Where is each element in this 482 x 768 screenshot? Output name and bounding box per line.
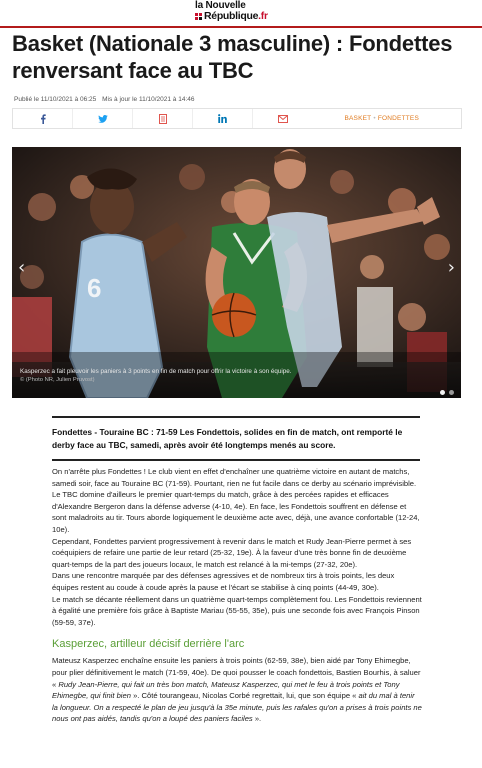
logo-mark-icon bbox=[195, 13, 202, 20]
share-print-button[interactable] bbox=[133, 109, 193, 128]
share-linkedin-button[interactable] bbox=[193, 109, 253, 128]
quote-coach-fondettes: Rudy Jean-Pierre, qui fait un très bon match, Mateusz Kasperzec, qui met le feu à trois points et Tony Ehimegbe, qui finit bien bbox=[52, 679, 400, 701]
quote-coach-tbc: ait du mal à tenir la longueur. On a respecté le plan de jeu jusqu'à la 35e minute, puis les rafales qu'on a prises à trois points ne nous ont pas aidés, tandis qu'on a loupé des paniers faciles bbox=[52, 691, 422, 724]
article-title: Basket (Nationale 3 masculine) : Fondettes renversant face au TBC bbox=[12, 31, 453, 83]
photo-caption bbox=[20, 367, 292, 385]
article-body bbox=[52, 466, 422, 725]
tag-fondettes[interactable]: FONDETTES bbox=[377, 115, 419, 122]
print-icon bbox=[159, 114, 167, 124]
svg-text:6: 6 bbox=[87, 273, 102, 303]
paragraph-text: ». bbox=[252, 714, 262, 724]
article-meta bbox=[14, 96, 195, 103]
article-paragraph: On n'arrête plus Fondettes ! Le club vient en effet d'enchaîner une quatrième victoire en autant de matchs, samedi soir, face au Touraine BC (71-59). Pourtant, rien ne fut facile dans ce derby au scénario imprévisible. bbox=[52, 467, 417, 488]
linkedin-icon bbox=[218, 114, 227, 123]
photo-credit: © (Photo NR, Julien Pruvost) bbox=[20, 377, 95, 383]
email-icon bbox=[278, 115, 288, 123]
carousel-prev-arrow-icon[interactable]: ‹ bbox=[18, 257, 26, 278]
logo-line2: République bbox=[204, 10, 259, 22]
article-paragraph bbox=[52, 655, 422, 725]
article-paragraph: Cependant, Fondettes parvient progressivement à revenir dans le match et Rudy Jean-Pierre permet à ses coéquipiers de refaire une partie de leur retard (25-32, 19e). À la faveur d'une très bonne fin de deuxième quart-temps de la part des joueurs locaux, le match est relancé à la mi-temps (27-32, 20e). bbox=[52, 536, 412, 569]
share-facebook-button[interactable] bbox=[13, 109, 73, 128]
paragraph-text: Mateusz Kasperzec enchaîne ensuite les paniers à trois points (62-59, 38e), bien aidé par Tony Ehimegbe, pour plier définitivement le match (71-59, 40e). De quoi pousser le coach fondettois, Bastien Bourhis, à saluer « bbox=[52, 656, 421, 689]
share-twitter-button[interactable] bbox=[73, 109, 133, 128]
article-paragraph: Dans une rencontre marquée par des défenses agressives et de nombreux tirs à trois points, les deux équipes restent au coude à coude après la pause et l'écart se stabilise à cinq points (44-49, 30e). bbox=[52, 571, 395, 592]
carousel-dot-2[interactable] bbox=[449, 390, 454, 395]
facebook-icon bbox=[40, 114, 46, 124]
article-tags: BASKET • FONDETTES bbox=[344, 115, 419, 122]
photo-caption-text: Kasperzec a fait pleuvoir les paniers à 3 points en fin de match pour offrir la victoire à son équipe. bbox=[20, 368, 292, 375]
tag-basket[interactable]: BASKET bbox=[344, 115, 372, 122]
article-subheading: Kasperzec, artilleur décisif derrière l'arc bbox=[52, 638, 245, 651]
basketball-match-photo bbox=[12, 147, 461, 398]
updated-date: Mis à jour le 11/10/2021 à 14:46 bbox=[102, 96, 195, 103]
site-header bbox=[0, 0, 482, 28]
logo-line1: la Nouvelle bbox=[195, 0, 246, 11]
article-paragraph: Le TBC domine d'ailleurs le premier quart-temps du match, grâce à des percées rapides et efficaces d'Alexandre Bergeron dans la défense adverse (4-10, 4e). En face, les Fondettois souffrent en défense et sont maladroits au tir. Tours aborde logiquement le deuxième acte avec, déjà, une avance confortable (12-24, 10e). bbox=[52, 490, 420, 534]
carousel-next-arrow-icon[interactable]: › bbox=[447, 257, 455, 278]
published-date: Publié le 11/10/2021 à 06:25 bbox=[14, 96, 97, 103]
site-logo[interactable] bbox=[195, 1, 268, 22]
paragraph-text: ». Côté tourangeau, Nicolas Corbé regrettait, lui, que son équipe « bbox=[130, 691, 359, 701]
share-bar bbox=[12, 108, 462, 129]
article-photo-carousel[interactable] bbox=[12, 147, 461, 398]
twitter-icon bbox=[98, 115, 108, 123]
share-email-button[interactable] bbox=[253, 109, 313, 128]
article-lead: Fondettes - Touraine BC : 71-59 Les Fondettois, solides en fin de match, ont remporté le derby face au TBC, samedi, après avoir été longtemps menés au score. bbox=[52, 416, 420, 461]
carousel-dot-1[interactable] bbox=[440, 390, 445, 395]
article-paragraph: Le match se décante réellement dans un quatrième quart-temps complètement fou. Les Fondettois reviennent à égalité une première fois grâce à Baptiste Mariau (55-55, 35e), puis une seconde fois avec François Pinson (59-59, 37e). bbox=[52, 594, 422, 627]
logo-tld: .fr bbox=[258, 10, 268, 22]
carousel-dots bbox=[440, 390, 454, 395]
